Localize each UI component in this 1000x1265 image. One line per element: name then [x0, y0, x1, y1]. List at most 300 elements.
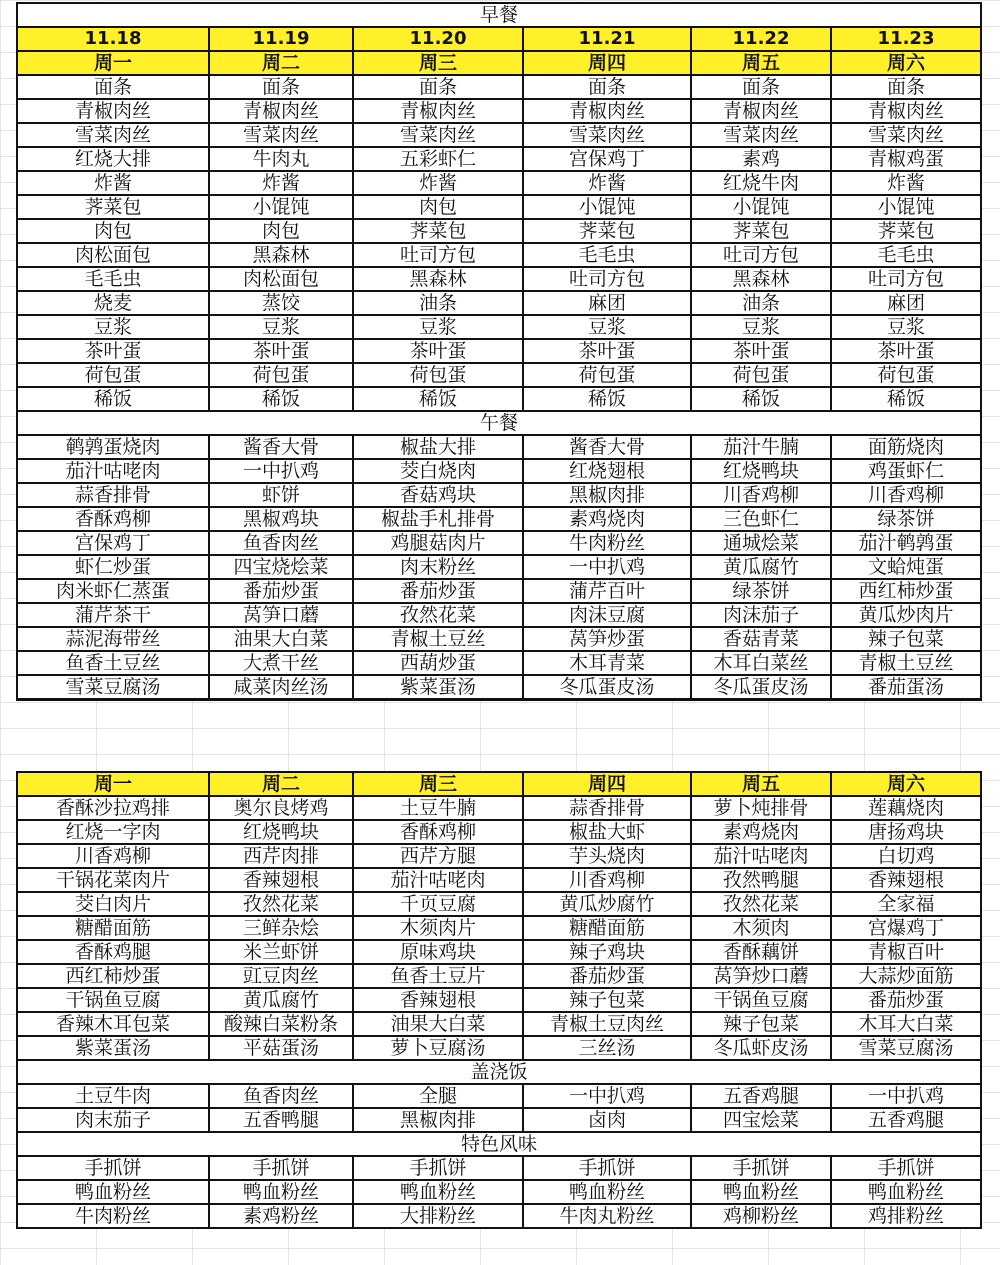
rice-section-row	[17, 1060, 981, 1084]
breakfast-row	[17, 219, 981, 243]
breakfast-row	[17, 315, 981, 339]
breakfast-row-cell: 炸酱	[523, 171, 691, 195]
rice-row-cell: 四宝烩菜	[691, 1108, 831, 1132]
breakfast-row-cell: 荠菜包	[17, 195, 209, 219]
lunch-row-cell: 虾饼	[209, 483, 353, 507]
dinner-row-cell: 辣子鸡块	[523, 940, 691, 964]
breakfast-row-cell: 青椒肉丝	[353, 99, 523, 123]
lunch-row-cell: 宫保鸡丁	[17, 531, 209, 555]
dinner-row-cell: 全家福	[831, 892, 981, 916]
dinner-row-cell: 川香鸡柳	[523, 868, 691, 892]
lunch-row-cell: 四宝烧烩菜	[209, 555, 353, 579]
lunch-section-title: 午餐	[17, 411, 981, 435]
lunch-row-cell: 黄瓜炒肉片	[831, 603, 981, 627]
dinner-row-cell: 孜然花菜	[691, 892, 831, 916]
lunch-row-cell: 莴笋炒蛋	[523, 627, 691, 651]
rice-row-cell: 黑椒肉排	[353, 1108, 523, 1132]
lunch-row-cell: 鸡腿菇肉片	[353, 531, 523, 555]
lunch-row-cell: 紫菜蛋汤	[353, 675, 523, 700]
lunch-row-cell: 茄汁咕咾肉	[17, 459, 209, 483]
lunch-row-cell: 蒜香排骨	[17, 483, 209, 507]
dinner-row-cell: 芋头烧肉	[523, 844, 691, 868]
breakfast-row	[17, 387, 981, 411]
breakfast-row-cell: 面条	[209, 75, 353, 99]
dinner-row	[17, 892, 981, 916]
menu-table-top	[16, 2, 982, 701]
breakfast-row-cell: 荠菜包	[691, 219, 831, 243]
breakfast-row-cell: 青椒肉丝	[17, 99, 209, 123]
dinner-row-cell: 莴笋炒口蘑	[691, 964, 831, 988]
breakfast-row-cell: 毛毛虫	[17, 267, 209, 291]
dinner-row-cell: 番茄炒蛋	[831, 988, 981, 1012]
breakfast-row-cell: 素鸡	[691, 147, 831, 171]
day-header-row-cell: 周三	[353, 772, 523, 796]
special-row-cell: 大排粉丝	[353, 1204, 523, 1228]
lunch-row-cell: 红烧鸭块	[691, 459, 831, 483]
date-header-row-cell: 11.18	[17, 27, 209, 51]
breakfast-row	[17, 99, 981, 123]
dinner-row	[17, 796, 981, 820]
lunch-row-cell: 通城烩菜	[691, 531, 831, 555]
breakfast-row-cell: 荠菜包	[353, 219, 523, 243]
breakfast-row-cell: 荠菜包	[831, 219, 981, 243]
day-header-row-cell: 周五	[691, 772, 831, 796]
day-header-row-cell: 周四	[523, 51, 691, 75]
dinner-row-cell: 莲藕烧肉	[831, 796, 981, 820]
dinner-row-cell: 萝卜豆腐汤	[353, 1036, 523, 1060]
lunch-row-cell: 三色虾仁	[691, 507, 831, 531]
day-header-row-cell: 周一	[17, 772, 209, 796]
special-row-cell: 手抓饼	[523, 1156, 691, 1180]
special-row-cell: 鸭血粉丝	[353, 1180, 523, 1204]
lunch-row-cell: 香菇青菜	[691, 627, 831, 651]
dinner-row-cell: 黄瓜腐竹	[209, 988, 353, 1012]
dinner-row-cell: 西红柿炒蛋	[17, 964, 209, 988]
dinner-row-cell: 豇豆肉丝	[209, 964, 353, 988]
breakfast-row-cell: 肉包	[17, 219, 209, 243]
dinner-row-cell: 香酥鸡柳	[353, 820, 523, 844]
lunch-row-cell: 香酥鸡柳	[17, 507, 209, 531]
lunch-row-cell: 鹌鹑蛋烧肉	[17, 435, 209, 459]
breakfast-row-cell: 黑森林	[691, 267, 831, 291]
lunch-row-cell: 一中扒鸡	[209, 459, 353, 483]
breakfast-row-cell: 面条	[831, 75, 981, 99]
special-row-cell: 手抓饼	[691, 1156, 831, 1180]
dinner-row-cell: 辣子包菜	[691, 1012, 831, 1036]
breakfast-row-cell: 雪菜肉丝	[17, 123, 209, 147]
dinner-row-cell: 酸辣白菜粉条	[209, 1012, 353, 1036]
lunch-row-cell: 鱼香肉丝	[209, 531, 353, 555]
breakfast-row	[17, 291, 981, 315]
lunch-row	[17, 483, 981, 507]
special-row-cell: 鸡排粉丝	[831, 1204, 981, 1228]
lunch-row-cell: 香菇鸡块	[353, 483, 523, 507]
breakfast-row	[17, 147, 981, 171]
special-row-cell: 鸭血粉丝	[209, 1180, 353, 1204]
special-row	[17, 1180, 981, 1204]
rice-row	[17, 1084, 981, 1108]
dinner-row-cell: 香酥沙拉鸡排	[17, 796, 209, 820]
breakfast-row-cell: 油条	[691, 291, 831, 315]
breakfast-row-cell: 烧麦	[17, 291, 209, 315]
breakfast-row-cell: 茶叶蛋	[17, 339, 209, 363]
rice-row-cell: 五香鸡腿	[691, 1084, 831, 1108]
breakfast-section-row	[17, 3, 981, 27]
lunch-row	[17, 651, 981, 675]
dinner-row-cell: 西芹肉排	[209, 844, 353, 868]
dinner-row-cell: 青椒百叶	[831, 940, 981, 964]
dinner-row-cell: 红烧鸭块	[209, 820, 353, 844]
date-header-row-cell: 11.21	[523, 27, 691, 51]
special-row-cell: 鸭血粉丝	[523, 1180, 691, 1204]
breakfast-row-cell: 豆浆	[353, 315, 523, 339]
breakfast-row-cell: 青椒肉丝	[209, 99, 353, 123]
dinner-row-cell: 冬瓜虾皮汤	[691, 1036, 831, 1060]
breakfast-row-cell: 荷包蛋	[831, 363, 981, 387]
dinner-row-cell: 宫爆鸡丁	[831, 916, 981, 940]
breakfast-row-cell: 炸酱	[353, 171, 523, 195]
special-row-cell: 手抓饼	[353, 1156, 523, 1180]
lunch-row-cell: 黑椒肉排	[523, 483, 691, 507]
breakfast-row-cell: 茶叶蛋	[209, 339, 353, 363]
dinner-row-cell: 雪菜豆腐汤	[831, 1036, 981, 1060]
breakfast-row	[17, 75, 981, 99]
dinner-row-cell: 土豆牛腩	[353, 796, 523, 820]
lunch-row-cell: 红烧翅根	[523, 459, 691, 483]
breakfast-row-cell: 荠菜包	[523, 219, 691, 243]
dinner-row-cell: 红烧一字肉	[17, 820, 209, 844]
special-row	[17, 1156, 981, 1180]
lunch-row	[17, 627, 981, 651]
dinner-row-cell: 香辣翅根	[209, 868, 353, 892]
dinner-row-cell: 唐扬鸡块	[831, 820, 981, 844]
day-header-row-cell: 周二	[209, 51, 353, 75]
dinner-row	[17, 940, 981, 964]
special-row-cell: 鸭血粉丝	[691, 1180, 831, 1204]
breakfast-row-cell: 吐司方包	[353, 243, 523, 267]
dinner-row-cell: 干锅花菜肉片	[17, 868, 209, 892]
breakfast-row-cell: 蒸饺	[209, 291, 353, 315]
breakfast-row-cell: 雪菜肉丝	[831, 123, 981, 147]
rice-row-cell: 一中扒鸡	[523, 1084, 691, 1108]
breakfast-row	[17, 267, 981, 291]
breakfast-row-cell: 茶叶蛋	[831, 339, 981, 363]
breakfast-row	[17, 243, 981, 267]
lunch-row-cell: 番茄炒蛋	[209, 579, 353, 603]
breakfast-row	[17, 339, 981, 363]
day-header-row-cell: 周二	[209, 772, 353, 796]
dinner-row-cell: 川香鸡柳	[17, 844, 209, 868]
lunch-row-cell: 肉末粉丝	[353, 555, 523, 579]
breakfast-row-cell: 青椒肉丝	[523, 99, 691, 123]
breakfast-row-cell: 茶叶蛋	[691, 339, 831, 363]
breakfast-row-cell: 稀饭	[691, 387, 831, 411]
breakfast-row-cell: 炸酱	[209, 171, 353, 195]
lunch-row-cell: 牛肉粉丝	[523, 531, 691, 555]
rice-row-cell: 土豆牛肉	[17, 1084, 209, 1108]
breakfast-row-cell: 小馄饨	[523, 195, 691, 219]
lunch-row-cell: 面筋烧肉	[831, 435, 981, 459]
lunch-row-cell: 木耳青菜	[523, 651, 691, 675]
menu-table-bottom	[16, 771, 982, 1229]
special-row-cell: 牛肉丸粉丝	[523, 1204, 691, 1228]
breakfast-row-cell: 吐司方包	[523, 267, 691, 291]
special-row-cell: 手抓饼	[831, 1156, 981, 1180]
dinner-row-cell: 孜然花菜	[209, 892, 353, 916]
lunch-row-cell: 虾仁炒蛋	[17, 555, 209, 579]
lunch-row-cell: 茄汁牛腩	[691, 435, 831, 459]
day-header-row	[17, 51, 981, 75]
lunch-row-cell: 蒲芹百叶	[523, 579, 691, 603]
breakfast-row-cell: 稀饭	[523, 387, 691, 411]
breakfast-row-cell: 肉松面包	[17, 243, 209, 267]
lunch-row-cell: 黄瓜腐竹	[691, 555, 831, 579]
lunch-row-cell: 茭白烧肉	[353, 459, 523, 483]
dinner-row-cell: 番茄炒蛋	[523, 964, 691, 988]
breakfast-row-cell: 豆浆	[831, 315, 981, 339]
breakfast-row-cell: 豆浆	[523, 315, 691, 339]
breakfast-row-cell: 红烧牛肉	[691, 171, 831, 195]
breakfast-row	[17, 195, 981, 219]
breakfast-row-cell: 吐司方包	[831, 267, 981, 291]
breakfast-row-cell: 宫保鸡丁	[523, 147, 691, 171]
breakfast-row-cell: 雪菜肉丝	[209, 123, 353, 147]
lunch-row-cell: 番茄炒蛋	[353, 579, 523, 603]
lunch-row-cell: 木耳白菜丝	[691, 651, 831, 675]
breakfast-row-cell: 荷包蛋	[17, 363, 209, 387]
breakfast-section-title: 早餐	[17, 3, 981, 27]
breakfast-row-cell: 荷包蛋	[691, 363, 831, 387]
dinner-row-cell: 干锅鱼豆腐	[691, 988, 831, 1012]
breakfast-row-cell: 麻团	[523, 291, 691, 315]
lunch-row-cell: 西葫炒蛋	[353, 651, 523, 675]
special-row-cell: 鸭血粉丝	[17, 1180, 209, 1204]
date-header-row-cell: 11.20	[353, 27, 523, 51]
breakfast-row-cell: 荷包蛋	[523, 363, 691, 387]
lunch-row	[17, 579, 981, 603]
breakfast-row-cell: 青椒鸡蛋	[831, 147, 981, 171]
breakfast-row-cell: 稀饭	[209, 387, 353, 411]
breakfast-row-cell: 茶叶蛋	[523, 339, 691, 363]
dinner-row	[17, 820, 981, 844]
dinner-row-cell: 孜然鸭腿	[691, 868, 831, 892]
rice-row-cell: 五香鸡腿	[831, 1108, 981, 1132]
breakfast-row-cell: 雪菜肉丝	[353, 123, 523, 147]
lunch-row-cell: 文蛤炖蛋	[831, 555, 981, 579]
breakfast-row-cell: 毛毛虫	[831, 243, 981, 267]
special-row-cell: 素鸡粉丝	[209, 1204, 353, 1228]
dinner-row-cell: 原味鸡块	[353, 940, 523, 964]
lunch-row-cell: 鸡蛋虾仁	[831, 459, 981, 483]
dinner-row-cell: 香辣翅根	[831, 868, 981, 892]
breakfast-row	[17, 363, 981, 387]
breakfast-row-cell: 毛毛虫	[523, 243, 691, 267]
special-section-title: 特色风味	[17, 1132, 981, 1156]
breakfast-row-cell: 稀饭	[831, 387, 981, 411]
lunch-row-cell: 咸菜肉丝汤	[209, 675, 353, 700]
lunch-row-cell: 青椒土豆丝	[831, 651, 981, 675]
lunch-row-cell: 肉沫豆腐	[523, 603, 691, 627]
dinner-row-cell: 辣子包菜	[523, 988, 691, 1012]
breakfast-row-cell: 小馄饨	[691, 195, 831, 219]
special-row-cell: 手抓饼	[209, 1156, 353, 1180]
breakfast-row-cell: 黑森林	[209, 243, 353, 267]
lunch-row-cell: 西红柿炒蛋	[831, 579, 981, 603]
rice-row-cell: 卤肉	[523, 1108, 691, 1132]
breakfast-row-cell: 牛肉丸	[209, 147, 353, 171]
lunch-row-cell: 蒲芹茶干	[17, 603, 209, 627]
rice-row-cell: 肉末茄子	[17, 1108, 209, 1132]
lunch-row-cell: 大煮干丝	[209, 651, 353, 675]
rice-row-cell: 一中扒鸡	[831, 1084, 981, 1108]
lunch-row	[17, 459, 981, 483]
dinner-row	[17, 868, 981, 892]
dinner-row-cell: 平菇蛋汤	[209, 1036, 353, 1060]
breakfast-row-cell: 豆浆	[209, 315, 353, 339]
special-row-cell: 鸡柳粉丝	[691, 1204, 831, 1228]
date-header-row	[17, 27, 981, 51]
dinner-row-cell: 黄瓜炒腐竹	[523, 892, 691, 916]
breakfast-row-cell: 面条	[17, 75, 209, 99]
dinner-row-cell: 西芹方腿	[353, 844, 523, 868]
dinner-row-cell: 干锅鱼豆腐	[17, 988, 209, 1012]
breakfast-row-cell: 炸酱	[17, 171, 209, 195]
rice-row-cell: 鱼香肉丝	[209, 1084, 353, 1108]
lunch-row-cell: 绿茶饼	[691, 579, 831, 603]
breakfast-row-cell: 肉松面包	[209, 267, 353, 291]
lunch-row-cell: 一中扒鸡	[523, 555, 691, 579]
dinner-row-cell: 奥尔良烤鸡	[209, 796, 353, 820]
breakfast-row-cell: 吐司方包	[691, 243, 831, 267]
day-header-row-cell: 周五	[691, 51, 831, 75]
dinner-row-cell: 青椒土豆肉丝	[523, 1012, 691, 1036]
dinner-row-cell: 茄汁咕咾肉	[353, 868, 523, 892]
lunch-row-cell: 酱香大骨	[209, 435, 353, 459]
date-header-row-cell: 11.19	[209, 27, 353, 51]
lunch-row	[17, 555, 981, 579]
lunch-row-cell: 川香鸡柳	[691, 483, 831, 507]
lunch-row	[17, 675, 981, 700]
lunch-row-cell: 青椒土豆丝	[353, 627, 523, 651]
dinner-row-cell: 三丝汤	[523, 1036, 691, 1060]
lunch-row-cell: 黑椒鸡块	[209, 507, 353, 531]
lunch-row-cell: 冬瓜蛋皮汤	[523, 675, 691, 700]
special-row-cell: 牛肉粉丝	[17, 1204, 209, 1228]
breakfast-row-cell: 荷包蛋	[353, 363, 523, 387]
breakfast-row-cell: 肉包	[353, 195, 523, 219]
dinner-row	[17, 1012, 981, 1036]
lunch-row-cell: 番茄蛋汤	[831, 675, 981, 700]
breakfast-row-cell: 小馄饨	[831, 195, 981, 219]
dinner-row-cell: 木耳大白菜	[831, 1012, 981, 1036]
dinner-row-cell: 糖醋面筋	[17, 916, 209, 940]
lunch-row-cell: 绿茶饼	[831, 507, 981, 531]
date-header-row-cell: 11.22	[691, 27, 831, 51]
lunch-row	[17, 531, 981, 555]
breakfast-row-cell: 雪菜肉丝	[523, 123, 691, 147]
lunch-row-cell: 茄汁鹌鹑蛋	[831, 531, 981, 555]
dinner-row-cell: 糖醋面筋	[523, 916, 691, 940]
day-header-row	[17, 772, 981, 796]
breakfast-row-cell: 小馄饨	[209, 195, 353, 219]
breakfast-row-cell: 油条	[353, 291, 523, 315]
breakfast-row-cell: 稀饭	[17, 387, 209, 411]
dinner-row-cell: 木须肉片	[353, 916, 523, 940]
lunch-row-cell: 蒜泥海带丝	[17, 627, 209, 651]
day-header-row-cell: 周三	[353, 51, 523, 75]
breakfast-row-cell: 黑森林	[353, 267, 523, 291]
dinner-row-cell: 大蒜炒面筋	[831, 964, 981, 988]
breakfast-row-cell: 五彩虾仁	[353, 147, 523, 171]
special-row-cell: 鸭血粉丝	[831, 1180, 981, 1204]
breakfast-row-cell: 青椒肉丝	[831, 99, 981, 123]
breakfast-row-cell: 炸酱	[831, 171, 981, 195]
dinner-row	[17, 964, 981, 988]
lunch-row	[17, 507, 981, 531]
dinner-row-cell: 鱼香土豆片	[353, 964, 523, 988]
special-row	[17, 1204, 981, 1228]
dinner-row-cell: 萝卜炖排骨	[691, 796, 831, 820]
breakfast-row-cell: 面条	[523, 75, 691, 99]
lunch-row-cell: 酱香大骨	[523, 435, 691, 459]
day-header-row-cell: 周四	[523, 772, 691, 796]
dinner-row-cell: 白切鸡	[831, 844, 981, 868]
day-header-row-cell: 周六	[831, 51, 981, 75]
breakfast-row-cell: 雪菜肉丝	[691, 123, 831, 147]
breakfast-row-cell: 麻团	[831, 291, 981, 315]
dinner-row-cell: 千页豆腐	[353, 892, 523, 916]
lunch-row-cell: 椒盐手札排骨	[353, 507, 523, 531]
dinner-row-cell: 三鲜杂烩	[209, 916, 353, 940]
breakfast-row-cell: 豆浆	[17, 315, 209, 339]
date-header-row-cell: 11.23	[831, 27, 981, 51]
rice-row-cell: 全腿	[353, 1084, 523, 1108]
dinner-row	[17, 988, 981, 1012]
lunch-row-cell: 川香鸡柳	[831, 483, 981, 507]
special-section-row	[17, 1132, 981, 1156]
day-header-row-cell: 周六	[831, 772, 981, 796]
day-header-row-cell: 周一	[17, 51, 209, 75]
dinner-row-cell: 蒜香排骨	[523, 796, 691, 820]
dinner-row	[17, 1036, 981, 1060]
dinner-row-cell: 椒盐大虾	[523, 820, 691, 844]
breakfast-row-cell: 面条	[353, 75, 523, 99]
dinner-row	[17, 916, 981, 940]
dinner-row-cell: 香酥藕饼	[691, 940, 831, 964]
breakfast-row	[17, 123, 981, 147]
lunch-row-cell: 孜然花菜	[353, 603, 523, 627]
breakfast-row-cell: 红烧大排	[17, 147, 209, 171]
breakfast-row-cell: 茶叶蛋	[353, 339, 523, 363]
dinner-row-cell: 紫菜蛋汤	[17, 1036, 209, 1060]
lunch-row-cell: 油果大白菜	[209, 627, 353, 651]
lunch-row-cell: 辣子包菜	[831, 627, 981, 651]
lunch-row-cell: 肉沫茄子	[691, 603, 831, 627]
special-row-cell: 手抓饼	[17, 1156, 209, 1180]
lunch-row-cell: 椒盐大排	[353, 435, 523, 459]
lunch-row	[17, 435, 981, 459]
dinner-row-cell: 香辣翅根	[353, 988, 523, 1012]
rice-section-title: 盖浇饭	[17, 1060, 981, 1084]
breakfast-row-cell: 面条	[691, 75, 831, 99]
dinner-row-cell: 茄汁咕咾肉	[691, 844, 831, 868]
dinner-row-cell: 香辣木耳包菜	[17, 1012, 209, 1036]
breakfast-row	[17, 171, 981, 195]
lunch-row	[17, 603, 981, 627]
lunch-row-cell: 肉米虾仁蒸蛋	[17, 579, 209, 603]
breakfast-row-cell: 青椒肉丝	[691, 99, 831, 123]
lunch-row-cell: 冬瓜蛋皮汤	[691, 675, 831, 700]
